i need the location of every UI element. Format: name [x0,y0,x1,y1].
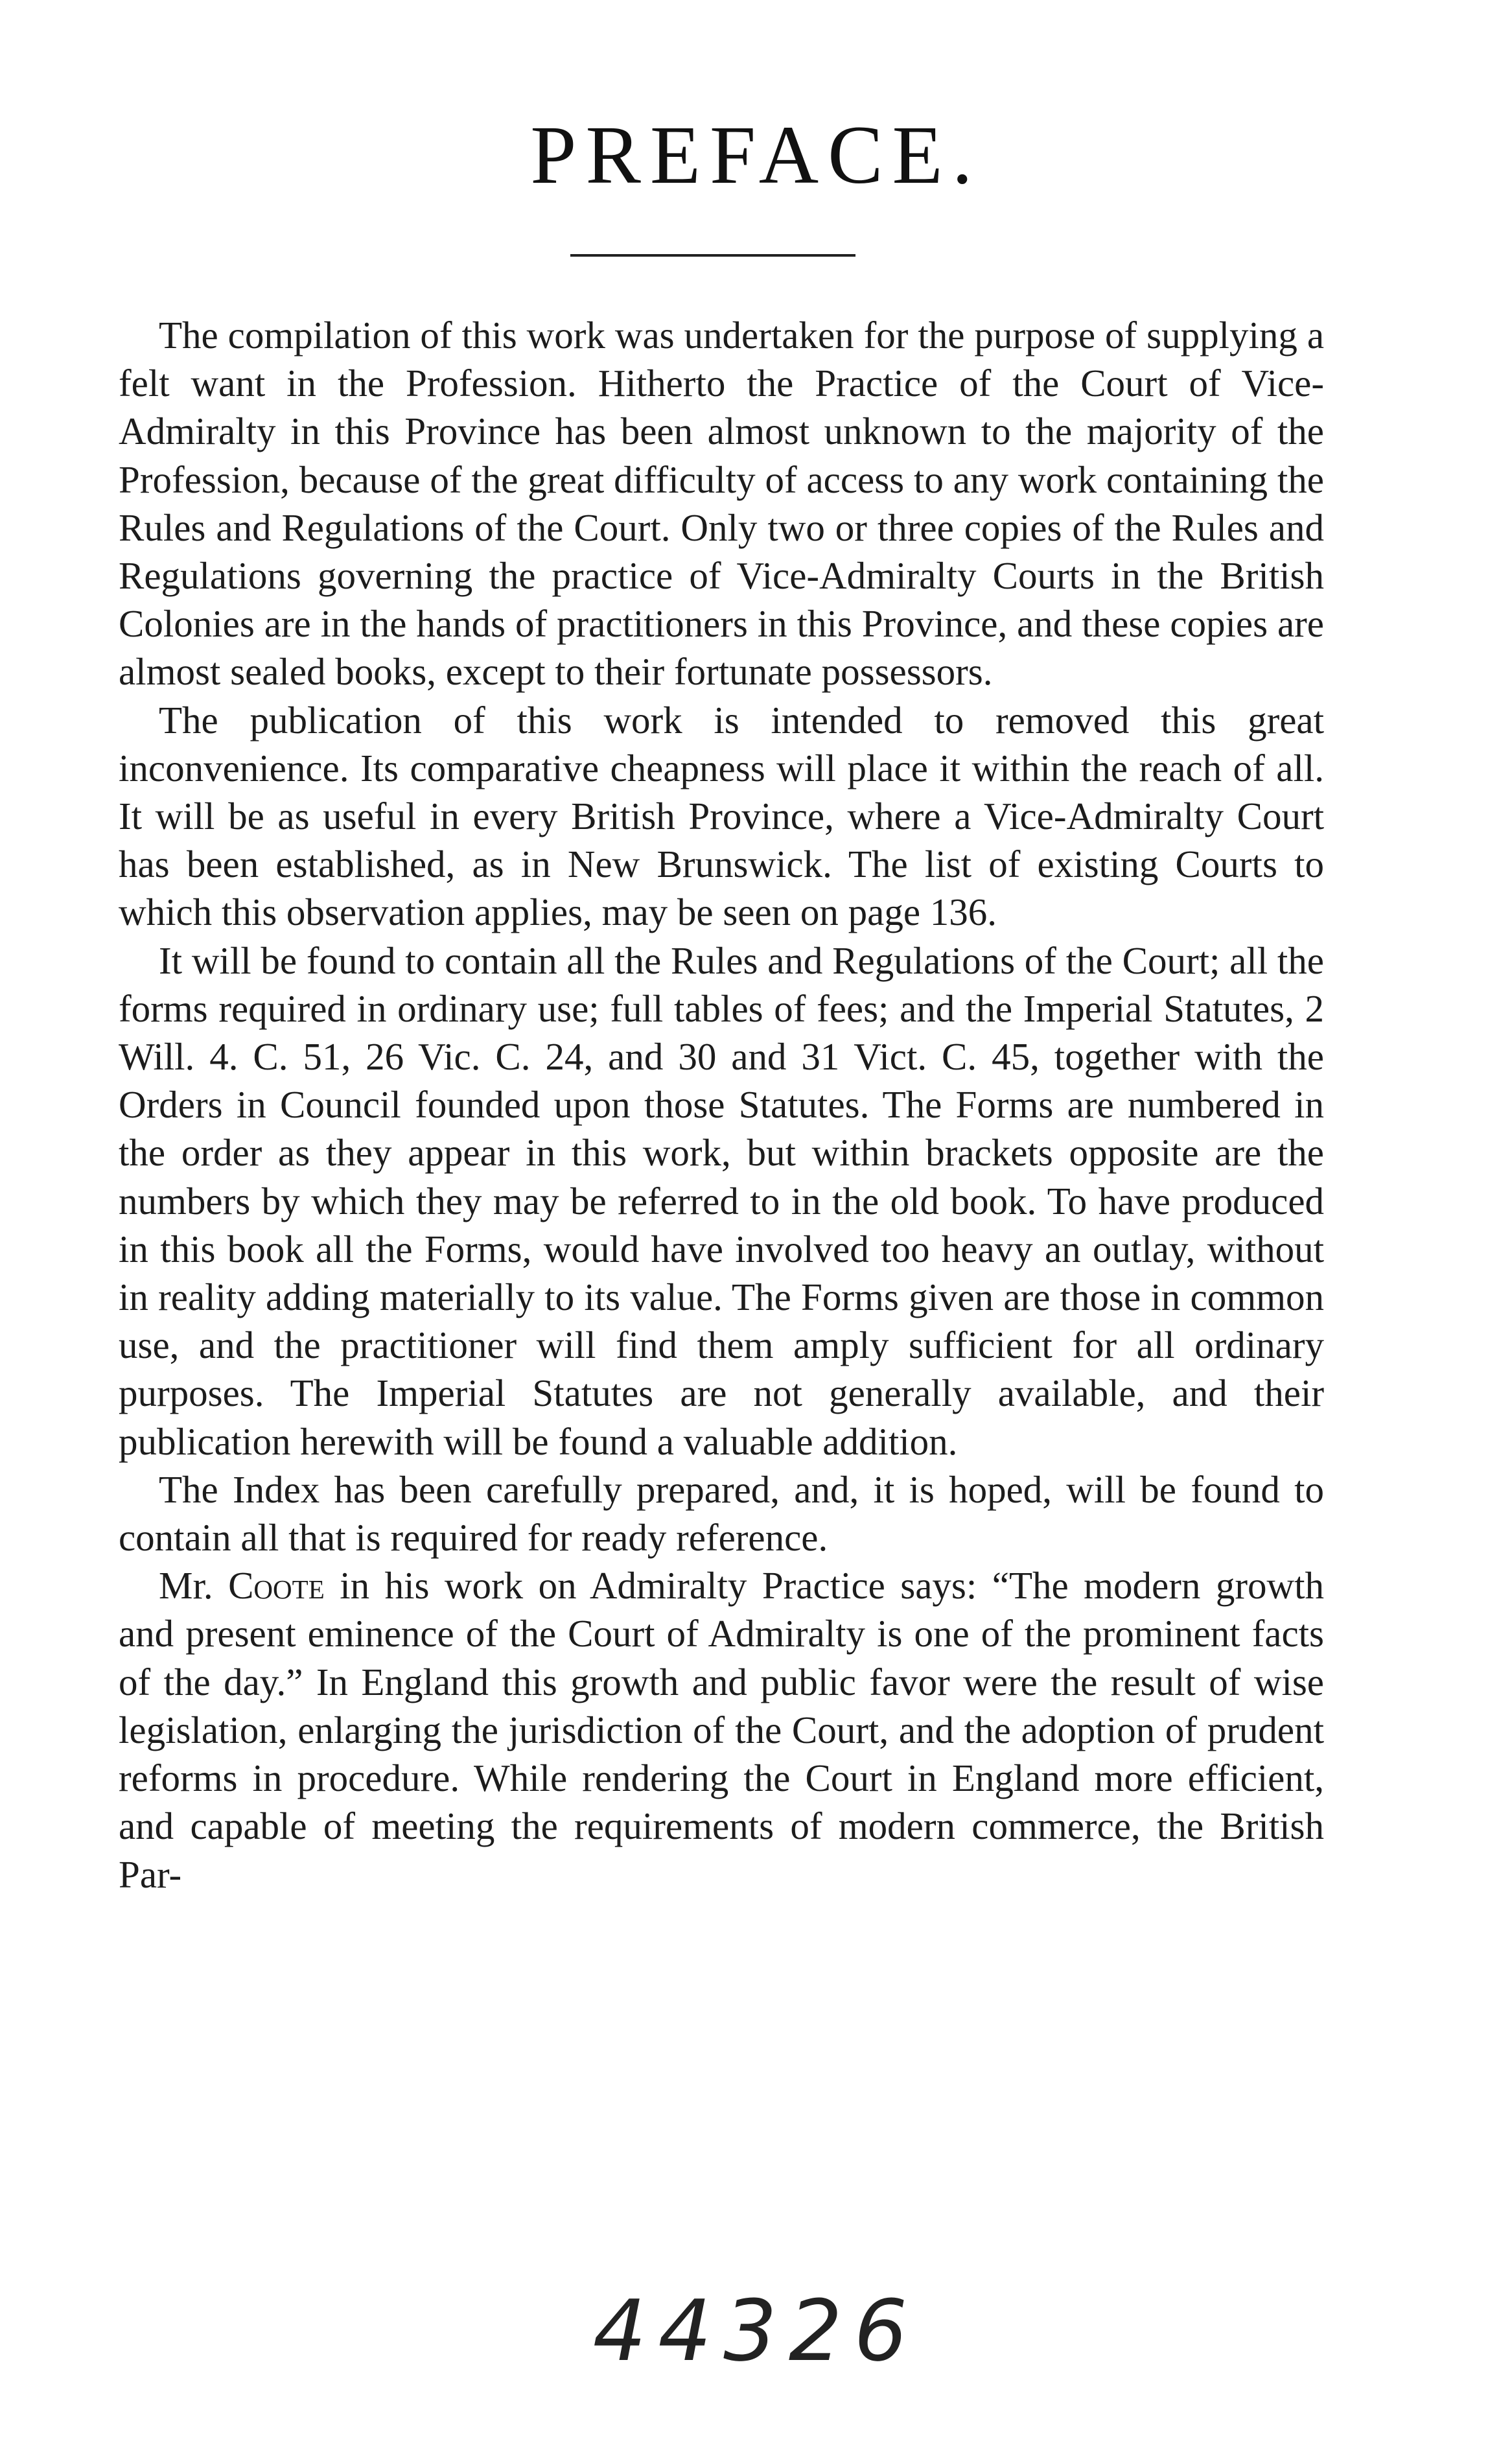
paragraph-5 [119,1561,1324,1898]
title-divider [570,254,855,257]
paragraph-1: The compilation of this work was undertaken for the purpose of supplying a felt want in the Profession. Hitherto the Practice of the Court of Vice-Admiralty in this Province has been almost unknown to the majority of the Profession, because of the great difficulty of access to any work containing the Rules and Regulations of the Court. Only two or three copies of the Rules and Regulations governing the practice of Vice-Admiralty Courts in the British Colonies are in the hands of practitioners in this Province, and these copies are almost sealed books, except to their fortunate possessors. [119,314,1324,694]
paragraph-2: The publication of this work is intended to removed this great inconvenience. Its comparative cheapness will place it within the reach of all. It will be as useful in every British Province, where a Vice-Admiralty Court has been established, as in New Brunswick. The list of existing Courts to which this observation applies, may be seen on page 136. [119,698,1324,934]
page-title: PREFACE. [530,109,982,201]
author-name: Coote [228,1564,325,1607]
paragraph-5-text: in his work on Admiralty Practice says: “The modern growth and present eminence of the Court of Admiralty is one of the prominent facts of the day.” In England this growth and public favor were the result of wise legislation, enlarging the jurisdiction of the Court, and the adoption of prudent reforms in procedure. While rendering the Court in England more efficient, and capable of meeting the requirements of modern commerce, the British Par- [119,1564,1324,1896]
paragraph-4: The Index has been carefully prepared, and, it is hoped, will be found to contain all that is required for ready reference. [119,1467,1324,1559]
paragraph-3: It will be found to contain all the Rules and Regulations of the Court; all the forms required in ordinary use; full tables of fees; and the Imperial Statutes, 2 Will. 4. C. 51, 26 Vic. C. 24, and 30 and 31 Vict. C. 45, together with the Orders in Council founded upon those Statutes. The Forms are numbered in the order as they appear in this work, but within brackets opposite are the numbers by which they may be referred to in the old book. To have produced in this book all the Forms, would have involved too heavy an outlay, without in reality adding materially to its value. The Forms given are those in common use, and the practitioner will find them amply sufficient for all ordinary purposes. The Imperial Statutes are not generally available, and their publication herewith will be found a valuable addition. [119,939,1324,1463]
handwritten-catalog-number: 44326 [592,2282,920,2380]
preface-body [119,311,1324,1898]
paragraph-5-prefix: Mr. [159,1564,229,1607]
